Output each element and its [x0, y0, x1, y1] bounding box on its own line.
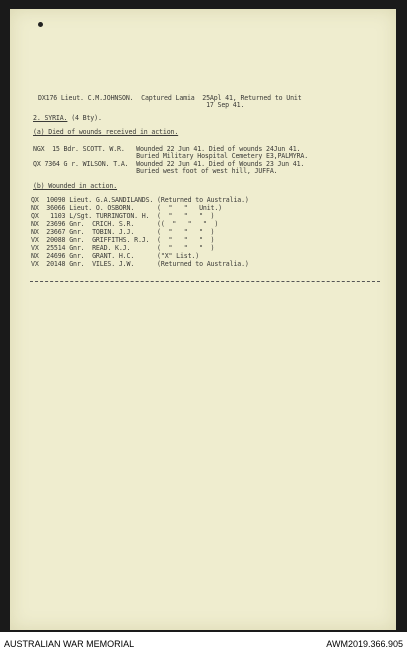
- footer-bar: [0, 632, 407, 653]
- header-line-2: 17 Sep 41.: [38, 101, 245, 109]
- subsection-b-title: (b) Wounded in action.: [33, 182, 118, 190]
- document-page: [10, 9, 396, 630]
- header-line-1: DX176 Lieut. C.M.JOHNSON. Captured Lamia 25Apl 41, Returned to Unit: [38, 94, 302, 102]
- died-line-2: Buried Military Hospital Cemetery E3,PALMYRA.: [33, 152, 309, 160]
- section-title-main: 2. SYRIA.: [33, 114, 68, 122]
- punch-hole: [38, 22, 43, 27]
- died-line-4: Buried west foot of west hill, JUFFA.: [33, 167, 278, 175]
- died-line-3: QX 7364 G r. WILSON. T.A. Wounded 22 Jun 41. Died of Wounds 23 Jun 41.: [33, 160, 305, 168]
- wounded-row: QX 10090 Lieut. G.A.SANDILANDS. (Returned to Australia.): [31, 196, 249, 204]
- section-title-rest: (4 Bty).: [67, 114, 102, 122]
- wounded-row: VX 20088 Gnr. GRIFFITHS. R.J. ( " " " ): [31, 236, 215, 244]
- footer-id: AWM2019.366.905: [326, 639, 403, 649]
- dashed-divider: [30, 281, 380, 282]
- died-line-1: NGX 15 Bdr. SCOTT. W.R. Wounded 22 Jun 41. Died of wounds 24Jun 41.: [33, 145, 301, 153]
- wounded-row: NX 24696 Gnr. GRANT. H.C. ("X" List.): [31, 252, 200, 260]
- wounded-row: NX 23696 Gnr. CRICH. S.R. (( " " " ): [31, 220, 219, 228]
- wounded-row: NX 23667 Gnr. TOBIN. J.J. ( " " " ): [31, 228, 215, 236]
- wounded-row: QX 1103 L/Sgt. TURRINGTON. H. ( " " " ): [31, 212, 215, 220]
- footer-credit: AUSTRALIAN WAR MEMORIAL: [4, 639, 135, 649]
- subsection-a-title: (a) Died of wounds received in action.: [33, 128, 179, 136]
- wounded-row: VX 25514 Gnr. READ. K.J. ( " " " ): [31, 244, 215, 252]
- section-title: [33, 115, 102, 122]
- wounded-row: NX 36066 Lieut. O. OSBORN. ( " " Unit.): [31, 204, 222, 212]
- wounded-row: VX 20148 Gnr. VILES. J.W. (Returned to Australia.): [31, 260, 249, 268]
